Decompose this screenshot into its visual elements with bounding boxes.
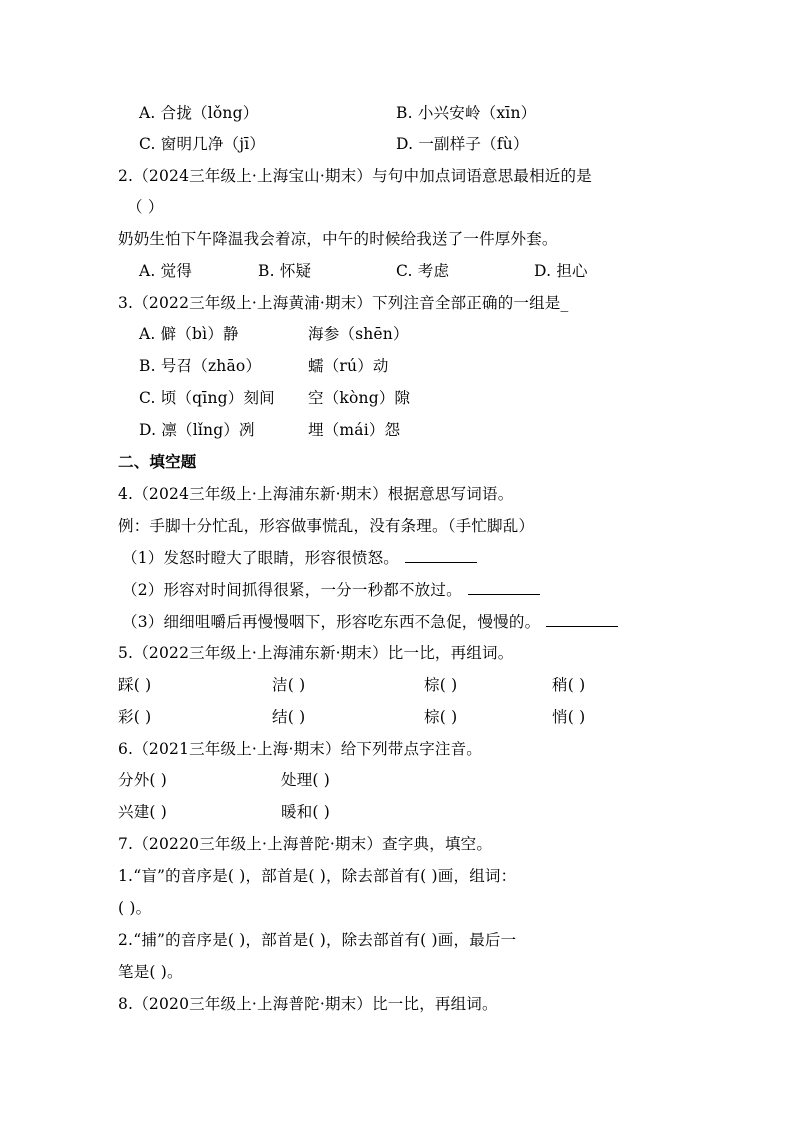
q5-row2-item2: 结( )	[272, 708, 306, 726]
q3-option-d-right: 埋（mái）怨	[308, 421, 401, 439]
q7-line2-continued: 笔是( )。	[118, 963, 183, 981]
q4-item-1-text: （1）发怒时瞪大了眼睛，形容很愤怒。	[122, 549, 399, 567]
q3-option-b-right: 蠕（rú）动	[308, 357, 389, 375]
q3-stem: 3.（2022三年级上·上海黄浦·期末）下列注音全部正确的一组是_	[118, 294, 569, 312]
q4-stem: 4.（2024三年级上·上海浦东新·期末）根据意思写词语。	[118, 485, 514, 503]
q4-item-1-blank[interactable]	[405, 548, 477, 563]
q2-stem: 2.（2024三年级上·上海宝山·期末）与句中加点词语意思最相近的是	[118, 167, 592, 185]
q6-row2-item2: 暖和( )	[281, 803, 331, 821]
q3-option-a-left: A. 僻（bì）静	[139, 325, 239, 343]
q2-answer-blank: （ ）	[127, 198, 164, 216]
q4-item-1	[122, 548, 477, 568]
q4-example: 例：手脚十分忙乱，形容做事慌乱，没有条理。（手忙脚乱）	[118, 517, 535, 535]
q2-sentence: 奶奶生怕下午降温我会着凉，中午的时候给我送了一件厚外套。	[118, 230, 558, 248]
q7-line1: 1.“盲”的音序是( )，部首是( )，除去部首有( )画，组词：	[118, 867, 517, 885]
q5-row1-item3: 棕( )	[424, 676, 458, 694]
q2-option-b: B. 怀疑	[258, 262, 312, 280]
q3-option-c-left: C. 顷（qīng）刻间	[139, 389, 275, 407]
q3-option-c-right: 空（kòng）隙	[308, 389, 411, 407]
q1-option-d: D. 一副样子（fù）	[396, 135, 529, 153]
q5-row2-item3: 棕( )	[424, 708, 458, 726]
q3-option-b-left: B. 号召（zhāo）	[139, 357, 262, 375]
q4-item-3	[122, 612, 618, 632]
q2-option-d: D. 担心	[534, 262, 588, 280]
q5-row1-item1: 踩( )	[118, 676, 152, 694]
q5-row2-item4: 悄( )	[552, 708, 586, 726]
q7-stem: 7.（20220三年级上·上海普陀·期末）查字典，填空。	[118, 835, 493, 853]
q1-option-a: A. 合拢（lǒng）	[139, 104, 259, 122]
q3-option-a-right: 海参（shēn）	[308, 325, 409, 343]
q7-line2: 2.“捕”的音序是( )，部首是( )，除去部首有( )画，最后一	[118, 931, 517, 949]
q2-option-a: A. 觉得	[139, 262, 193, 280]
q4-item-3-text: （3）细细咀嚼后再慢慢咽下，形容吃东西不急促，慢慢的。	[122, 613, 541, 631]
q1-option-c: C. 窗明几净（jī）	[139, 135, 266, 153]
q5-row1-item4: 稍( )	[552, 676, 586, 694]
q6-row1-item1: 分外( )	[118, 771, 168, 789]
q1-option-b: B. 小兴安岭（xīn）	[396, 104, 537, 122]
q4-item-2-text: （2）形容对时间抓得很紧，一分一秒都不放过。	[122, 581, 462, 599]
q5-stem: 5.（2022三年级上·上海浦东新·期末）比一比，再组词。	[118, 644, 514, 662]
q7-line1-continued: ( )。	[118, 899, 152, 917]
q6-row2-item1: 兴建( )	[118, 803, 168, 821]
q4-item-2-blank[interactable]	[468, 580, 540, 595]
q8-stem: 8.（2020三年级上·上海普陀·期末）比一比，再组词。	[118, 995, 498, 1013]
q6-stem: 6.（2021三年级上·上海·期末）给下列带点字注音。	[118, 740, 482, 758]
q5-row1-item2: 洁( )	[272, 676, 306, 694]
q5-row2-item1: 彩( )	[118, 708, 152, 726]
q2-option-c: C. 考虑	[396, 262, 450, 280]
q6-row1-item2: 处理( )	[281, 771, 331, 789]
q3-option-d-left: D. 凛（lǐng）冽	[139, 421, 255, 439]
q4-item-3-blank[interactable]	[546, 612, 618, 627]
q4-item-2	[122, 580, 540, 600]
section-title: 二、填空题	[118, 452, 197, 471]
